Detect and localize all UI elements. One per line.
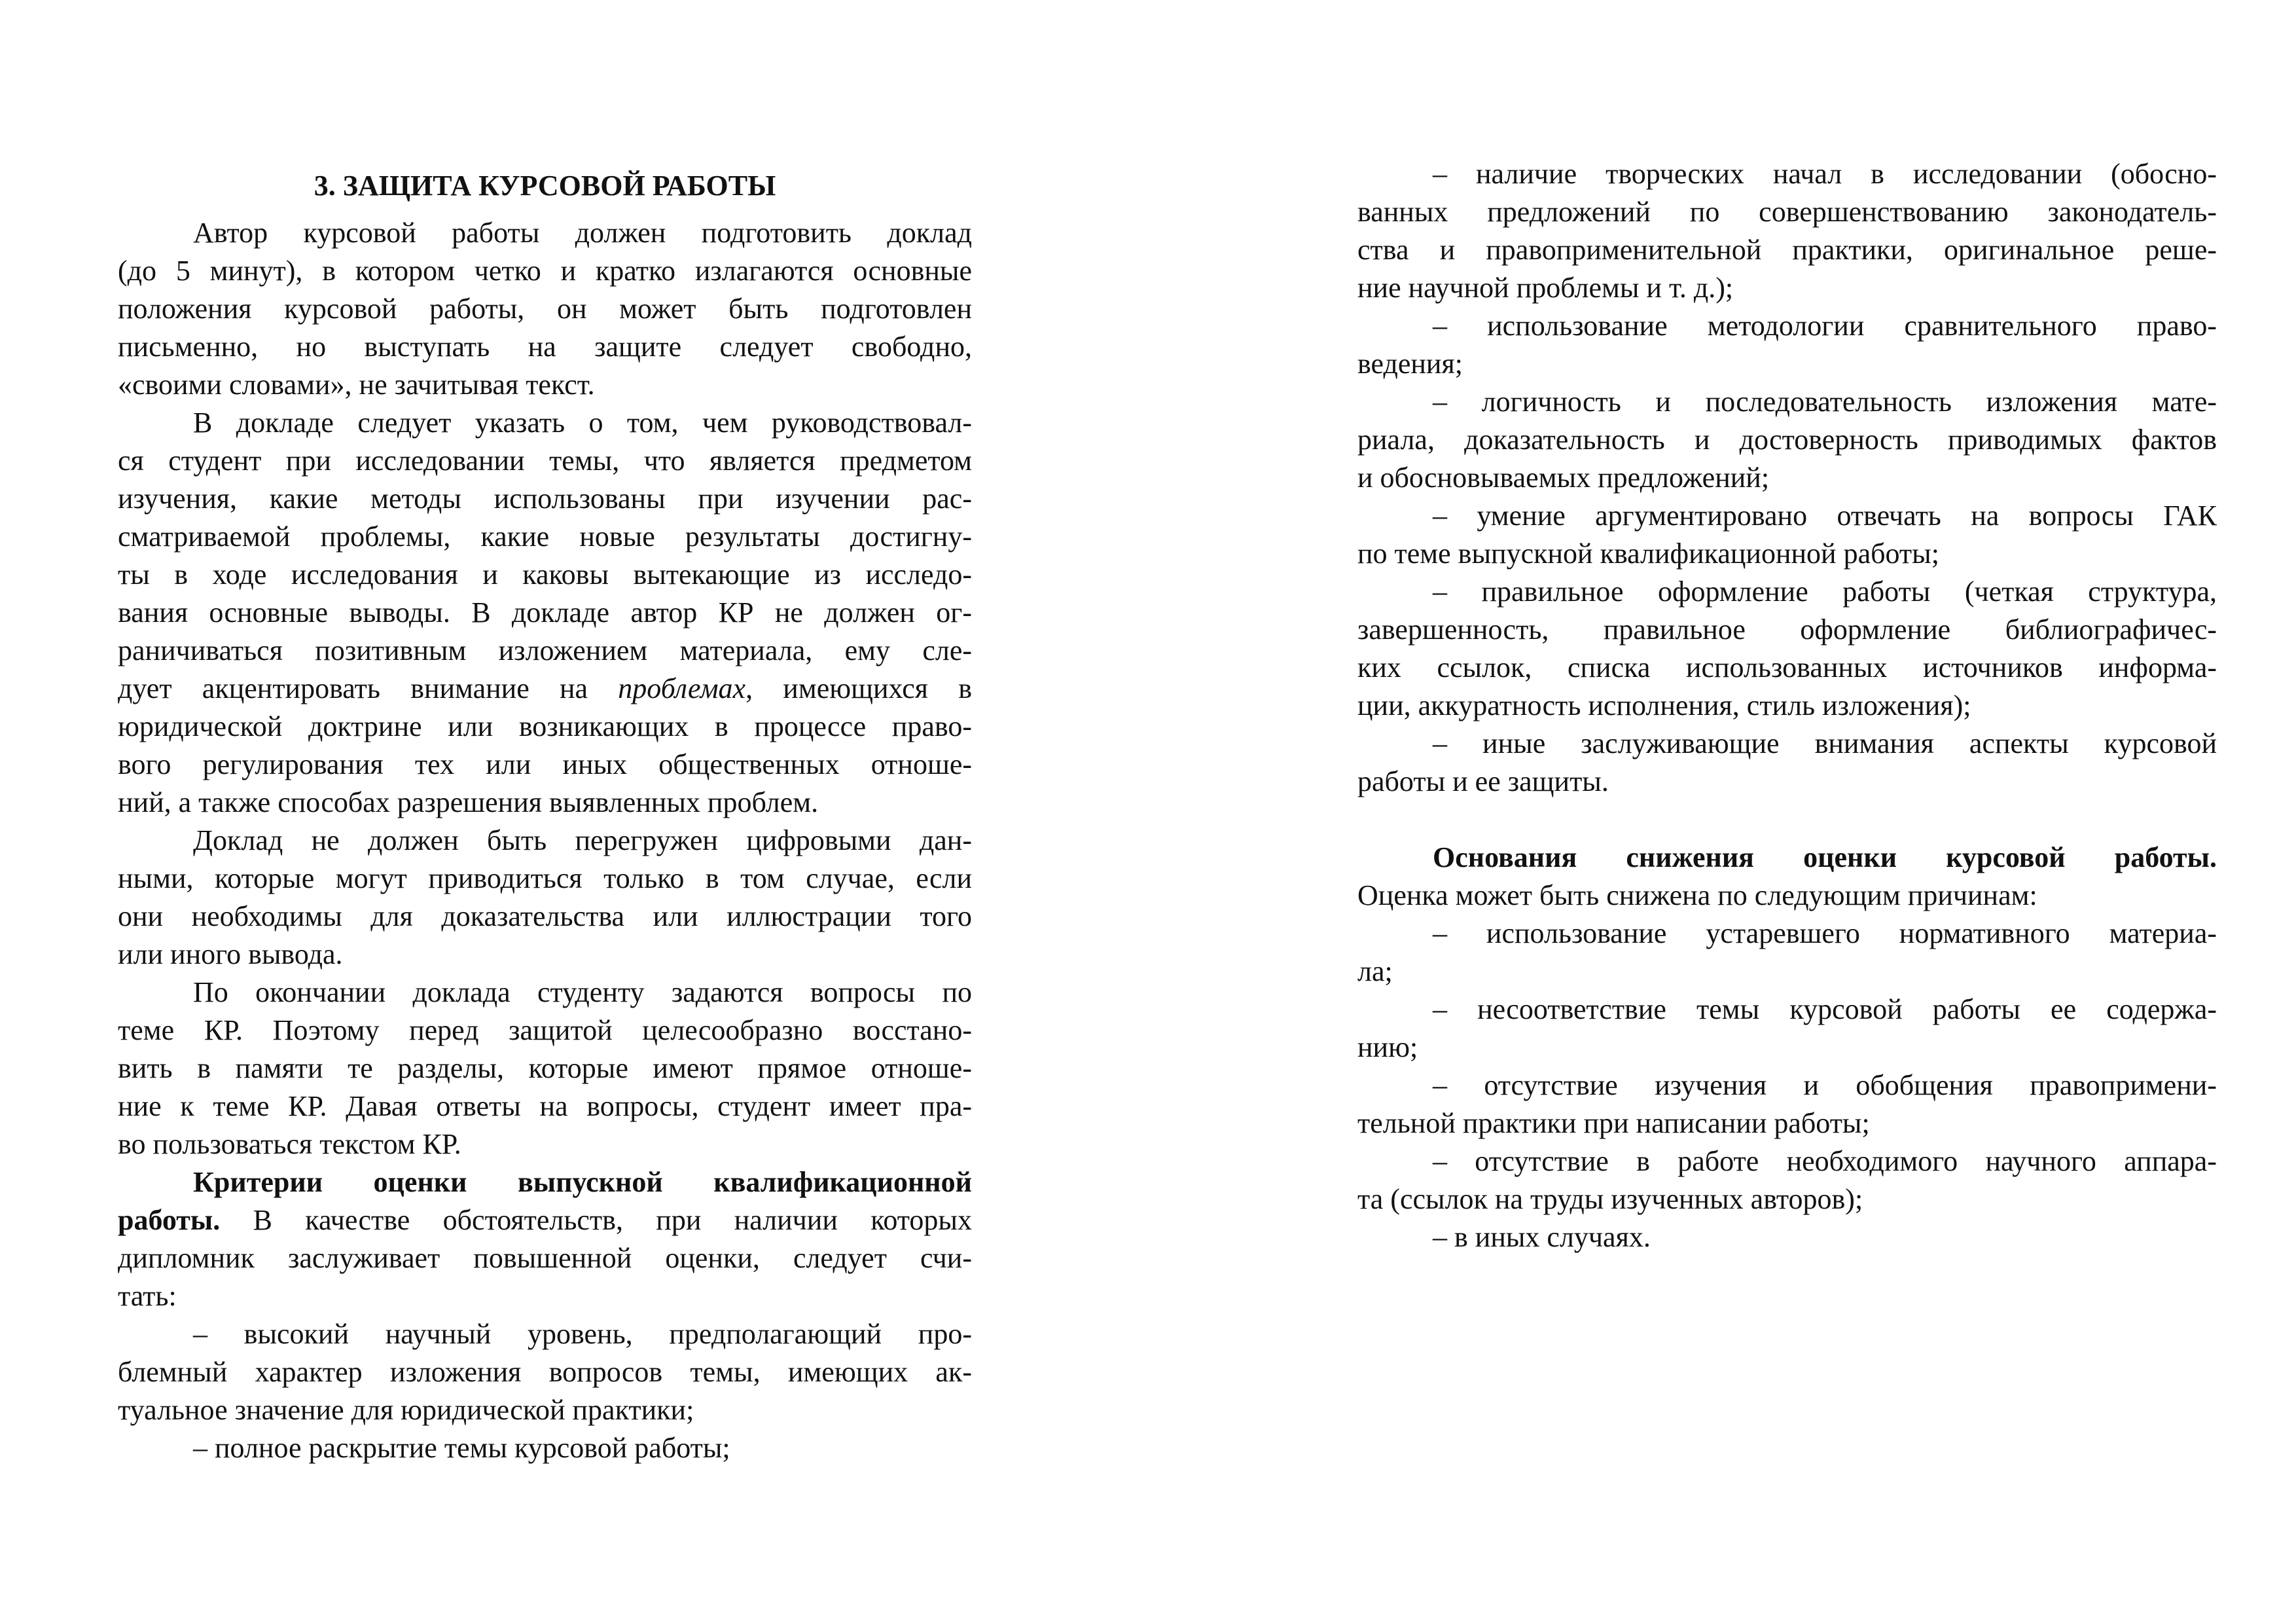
text-line: – высокий научный уровень, предполагающий про- bbox=[193, 1318, 972, 1350]
text-line: работы и ее защиты. bbox=[1357, 765, 1609, 797]
italic-word: проблемах bbox=[618, 672, 746, 704]
text-line: В докладе следует указать о том, чем руководствовал- bbox=[193, 407, 972, 439]
text-line: ние к теме КР. Давая ответы на вопросы, студент имеет пра- bbox=[118, 1090, 972, 1122]
text-line: положения курсовой работы, он может быть подготовлен bbox=[118, 293, 972, 325]
paragraph-grade-reduction bbox=[1357, 839, 2217, 915]
text-line: Автор курсовой работы должен подготовить доклад bbox=[193, 217, 972, 249]
text-fragment: дует акцентировать внимание на bbox=[118, 672, 588, 704]
text-line: ких ссылок, списка использованных источников информа- bbox=[1357, 651, 2217, 684]
text-line: ведения; bbox=[1357, 348, 1463, 380]
bold-fragment: работы. bbox=[118, 1204, 221, 1236]
text-line: – использование методологии сравнительного право- bbox=[1433, 310, 2217, 342]
text-fragment: В качестве обстоятельств, при наличии которых bbox=[220, 1204, 972, 1236]
text-line: вания основные выводы. В докладе автор КР не должен ог- bbox=[118, 596, 972, 629]
text-line: по теме выпускной квалификационной работы; bbox=[1357, 538, 1939, 570]
list-item-topic-mismatch bbox=[1357, 991, 2217, 1067]
list-item-no-practice-study bbox=[1357, 1067, 2217, 1142]
text-line: завершенность, правильное оформление библиографичес- bbox=[1357, 613, 2217, 646]
text-line-with-bold bbox=[118, 1201, 972, 1239]
text-line: ты в ходе исследования и каковы вытекающие из исследо- bbox=[118, 558, 972, 591]
text-line: – умение аргументировано отвечать на вопросы ГАК bbox=[1433, 500, 2217, 532]
text-line: ние научной проблемы и т. д.); bbox=[1357, 272, 1734, 304]
paragraph-criteria bbox=[118, 1163, 972, 1315]
text-line: туальное значение для юридической практики; bbox=[118, 1394, 694, 1426]
list-item-scientific-level bbox=[118, 1315, 972, 1429]
text-line: та (ссылок на труды изученных авторов); bbox=[1357, 1183, 1863, 1215]
text-line: – наличие творческих начал в исследовании (обосно- bbox=[1433, 158, 2217, 190]
text-line: юридической доктрине или возникающих в процессе право- bbox=[118, 710, 972, 742]
text-line: ции, аккуратность исполнения, стиль изложения); bbox=[1357, 689, 1971, 721]
text-line: они необходимы для доказательства или иллюстрации того bbox=[118, 900, 972, 932]
list-item-no-apparatus bbox=[1357, 1142, 2217, 1218]
text-line: или иного вывода. bbox=[118, 938, 343, 970]
text-line: ства и правоприменительной практики, оригинальное реше- bbox=[1357, 234, 2217, 266]
text-line: изучения, какие методы использованы при изучении рас- bbox=[118, 483, 972, 515]
text-line: риала, доказательность и достоверность приводимых фактов bbox=[1357, 424, 2217, 456]
paragraph-report-intro bbox=[118, 214, 972, 404]
right-text-column bbox=[1357, 155, 2217, 1256]
paragraph-report-content bbox=[118, 404, 972, 822]
text-line: Оценка может быть снижена по следующим причинам: bbox=[1357, 879, 2037, 911]
text-line: Доклад не должен быть перегружен цифровыми дан- bbox=[193, 824, 972, 856]
section-heading: 3. ЗАЩИТА КУРСОВОЙ РАБОТЫ bbox=[314, 170, 776, 202]
text-line: сматриваемой проблемы, какие новые результаты достигну- bbox=[118, 520, 972, 553]
text-line: (до 5 минут), в котором четко и кратко излагаются основные bbox=[118, 255, 972, 287]
text-line: нию; bbox=[1357, 1031, 1418, 1063]
list-item-creative bbox=[1357, 155, 2217, 307]
list-item-other-cases bbox=[1357, 1218, 2217, 1256]
text-line: – несоответствие темы курсовой работы ее содержа- bbox=[1433, 993, 2217, 1025]
paragraph-numeric-data bbox=[118, 822, 972, 974]
text-line: – иные заслуживающие внимания аспекты курсовой bbox=[1433, 727, 2217, 759]
list-item-outdated-material bbox=[1357, 915, 2217, 991]
text-line: – в иных случаях. bbox=[1433, 1221, 1651, 1253]
left-text-column bbox=[118, 167, 972, 1467]
list-item-other-aspects bbox=[1357, 725, 2217, 801]
list-item-formatting bbox=[1357, 573, 2217, 725]
text-line: теме КР. Поэтому перед защитой целесообразно восстано- bbox=[118, 1014, 972, 1046]
text-line: во пользоваться текстом КР. bbox=[118, 1128, 461, 1160]
text-line: дипломник заслуживает повышенной оценки, следует счи- bbox=[118, 1242, 972, 1274]
list-item-full-disclosure bbox=[118, 1429, 972, 1467]
text-line: – логичность и последовательность изложения мате- bbox=[1433, 386, 2217, 418]
criteria-heading-line: Критерии оценки выпускной квалификационной bbox=[193, 1166, 972, 1198]
text-line: тать: bbox=[118, 1280, 177, 1312]
text-line: По окончании доклада студенту задаются вопросы по bbox=[193, 976, 972, 1008]
right-page bbox=[1148, 0, 2296, 1623]
text-line: ся студент при исследовании темы, что является предметом bbox=[118, 445, 972, 477]
text-line: и обосновываемых предложений; bbox=[1357, 462, 1770, 494]
text-line: – полное раскрытие темы курсовой работы; bbox=[193, 1432, 730, 1464]
text-line: ванных предложений по совершенствованию законодатель- bbox=[1357, 196, 2217, 228]
text-line-with-italic bbox=[118, 670, 972, 708]
reduction-heading-line: Основания снижения оценки курсовой работы. bbox=[1433, 841, 2217, 873]
text-line: ными, которые могут приводиться только в том случае, если bbox=[118, 862, 972, 894]
text-line: блемный характер изложения вопросов темы, имеющих ак- bbox=[118, 1356, 972, 1388]
text-line: – отсутствие в работе необходимого научного аппара- bbox=[1433, 1145, 2217, 1177]
text-line: – правильное оформление работы (четкая структура, bbox=[1433, 575, 2217, 608]
text-line: – отсутствие изучения и обобщения правопримени- bbox=[1433, 1069, 2217, 1101]
list-item-logic bbox=[1357, 383, 2217, 497]
text-line: вить в памяти те разделы, которые имеют прямое отноше- bbox=[118, 1052, 972, 1084]
text-line: «своими словами», не зачитывая текст. bbox=[118, 369, 595, 401]
paragraph-questions bbox=[118, 974, 972, 1163]
text-line: ла; bbox=[1357, 955, 1393, 987]
text-fragment: , имеющихся в bbox=[745, 672, 973, 704]
text-line: письменно, но выступать на защите следует свободно, bbox=[118, 331, 972, 363]
text-line: вого регулирования тех или иных общественных отноше- bbox=[118, 748, 972, 780]
list-item-comparative bbox=[1357, 307, 2217, 383]
text-line: – использование устаревшего нормативного материа- bbox=[1433, 917, 2217, 949]
list-item-answers bbox=[1357, 497, 2217, 573]
text-line: раничиваться позитивным изложением материала, ему сле- bbox=[118, 634, 972, 666]
text-line: ний, а также способах разрешения выявленных проблем. bbox=[118, 786, 819, 818]
text-line: тельной практики при написании работы; bbox=[1357, 1107, 1870, 1139]
